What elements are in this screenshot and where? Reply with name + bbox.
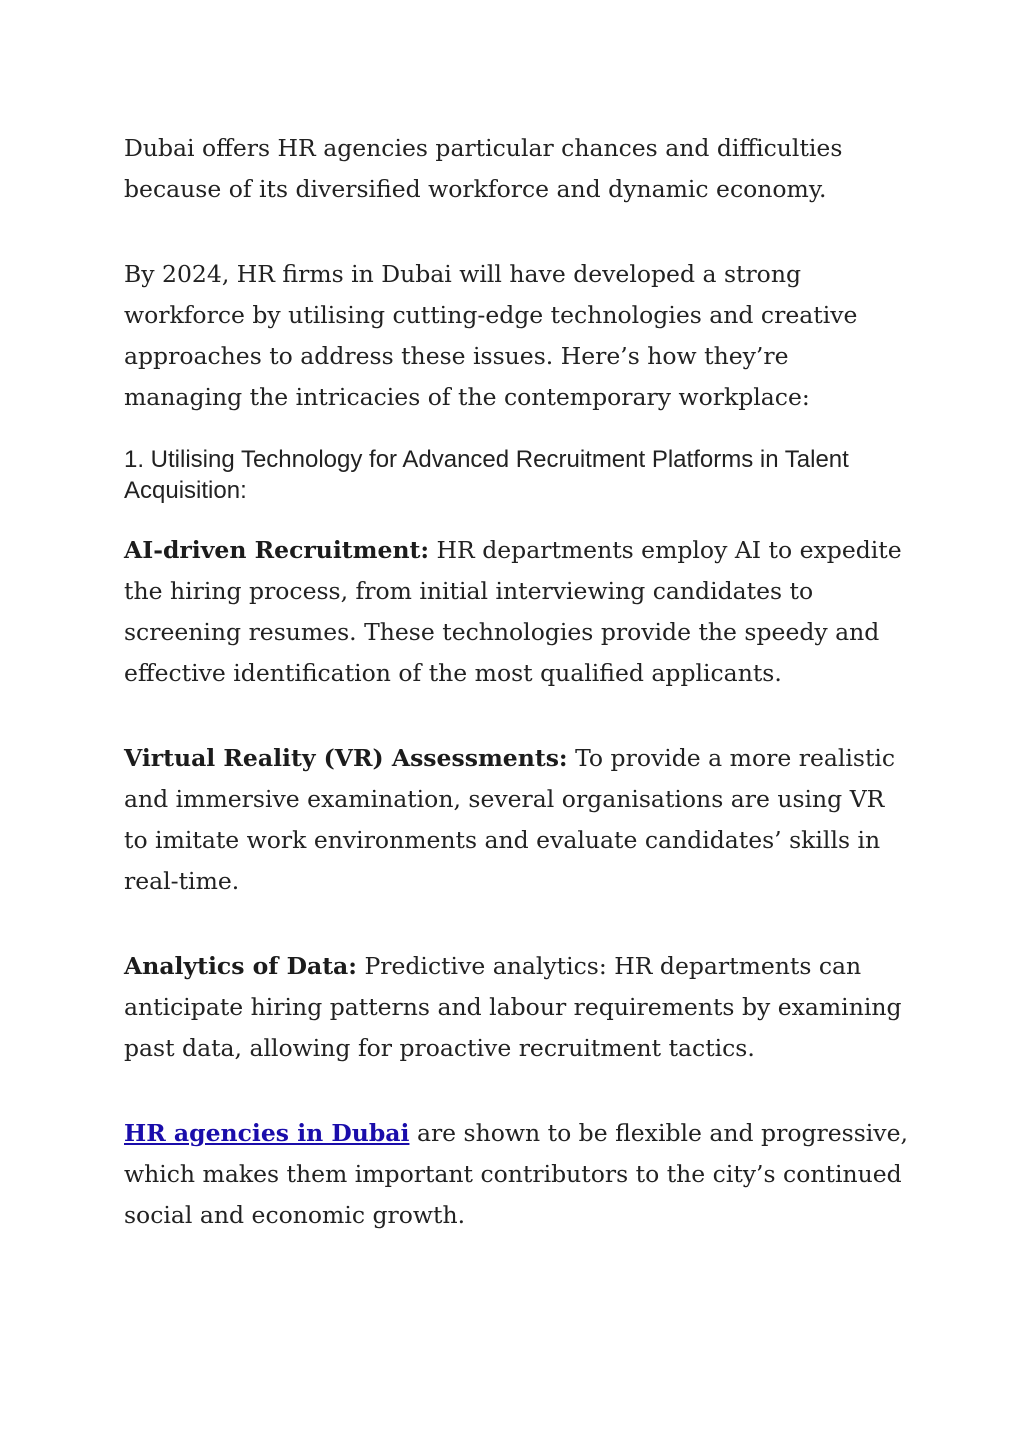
document-page xyxy=(124,128,914,1280)
item-text: HR departments employ AI to expedite the hiring process, from initial interviewing candidates to screening resumes. These technologies provide the speedy and effective identification of the most qualified applicants. xyxy=(124,536,902,687)
item-text: To provide a more realistic and immersive examination, several organisations are using VR to imitate work environments and evaluate candidates’ skills in real-time. xyxy=(124,744,896,895)
item-lead: AI-driven Recruitment: xyxy=(124,536,430,564)
closing-paragraph xyxy=(124,1113,914,1236)
item-text: Predictive analytics: HR departments can anticipate hiring patterns and labour requirements by examining past data, allowing for proactive recruitment tactics. xyxy=(124,952,902,1062)
item-lead: Virtual Reality (VR) Assessments: xyxy=(124,744,568,772)
item-vr-assessments xyxy=(124,738,914,902)
closing-text: are shown to be flexible and progressive, which makes them important contributors to the city’s continued social and economic growth. xyxy=(124,1119,908,1229)
intro-paragraph-2: By 2024, HR firms in Dubai will have developed a strong workforce by utilising cutting-edge technologies and creative approaches to address these issues. Here’s how they’re managing the intricacies of the contemporary workplace: xyxy=(124,260,858,411)
item-data-analytics xyxy=(124,946,914,1069)
item-lead: Analytics of Data: xyxy=(124,952,357,980)
hr-agencies-link[interactable]: HR agencies in Dubai xyxy=(124,1119,410,1147)
section-heading: 1. Utilising Technology for Advanced Recruitment Platforms in Talent Acquisition: xyxy=(124,446,849,504)
item-ai-recruitment xyxy=(124,530,914,694)
intro-paragraph-1: Dubai offers HR agencies particular chances and difficulties because of its diversified workforce and dynamic economy. xyxy=(124,134,843,203)
